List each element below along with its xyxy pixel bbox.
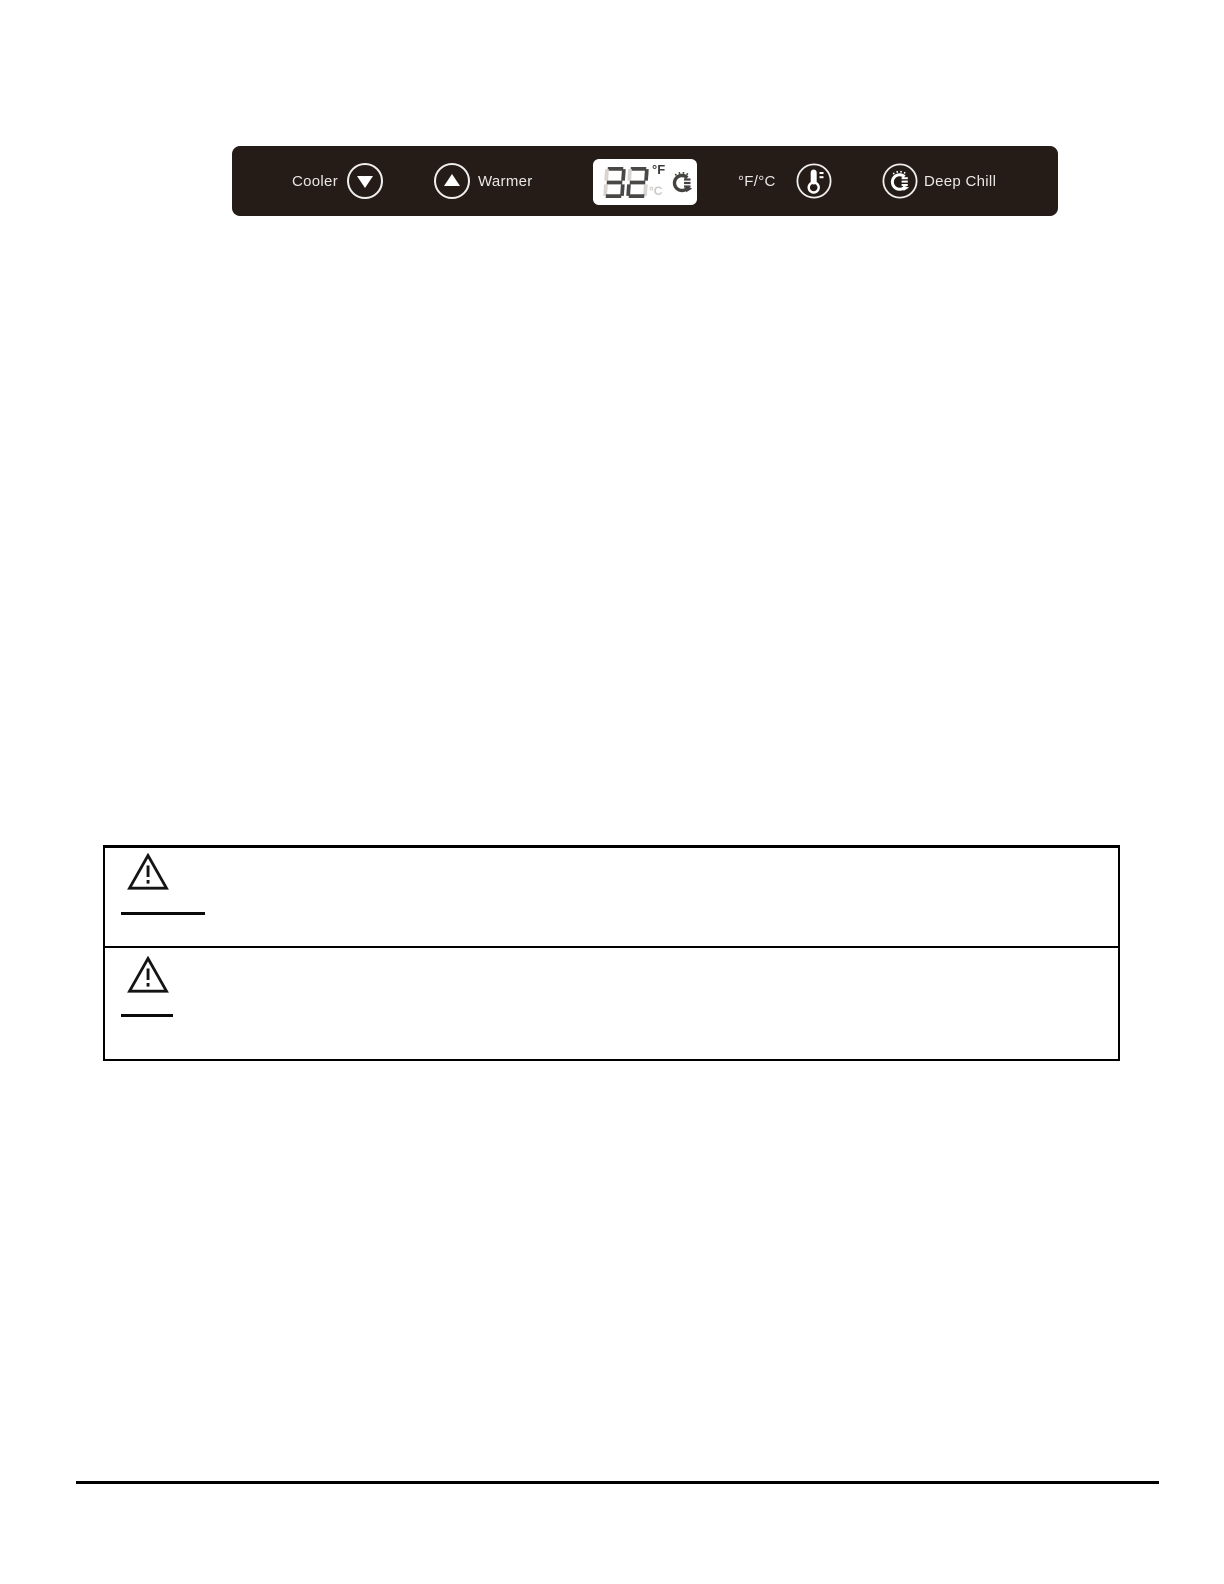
warmer-button[interactable] [434, 163, 470, 199]
notice-table [103, 845, 1120, 1061]
deep-chill-button[interactable] [882, 163, 918, 199]
underline-rule [121, 1014, 173, 1017]
warning-triangle-icon [127, 853, 169, 896]
triangle-up-icon [444, 174, 460, 186]
triangle-down-icon [357, 176, 373, 188]
deep-chill-label: Deep Chill [924, 172, 997, 190]
underline-rule [121, 912, 205, 915]
segment-digits [603, 167, 649, 198]
fahrenheit-unit-label: °F [652, 162, 666, 177]
thermometer-icon [796, 163, 832, 199]
cooler-label: Cooler [292, 172, 338, 190]
caution-row [105, 948, 1118, 1057]
warmer-label: Warmer [478, 172, 533, 190]
temperature-display [593, 159, 697, 205]
deep-chill-indicator-icon [669, 166, 695, 203]
deep-chill-icon [882, 163, 918, 199]
footer-divider [76, 1481, 1159, 1484]
unit-toggle-button[interactable] [796, 163, 832, 199]
warning-row [105, 848, 1118, 948]
celsius-unit-label: °C [649, 184, 663, 198]
warning-triangle-icon [127, 956, 169, 999]
temperature-control-panel [232, 146, 1058, 216]
unit-toggle-label: °F/°C [738, 172, 776, 190]
cooler-button[interactable] [347, 163, 383, 199]
